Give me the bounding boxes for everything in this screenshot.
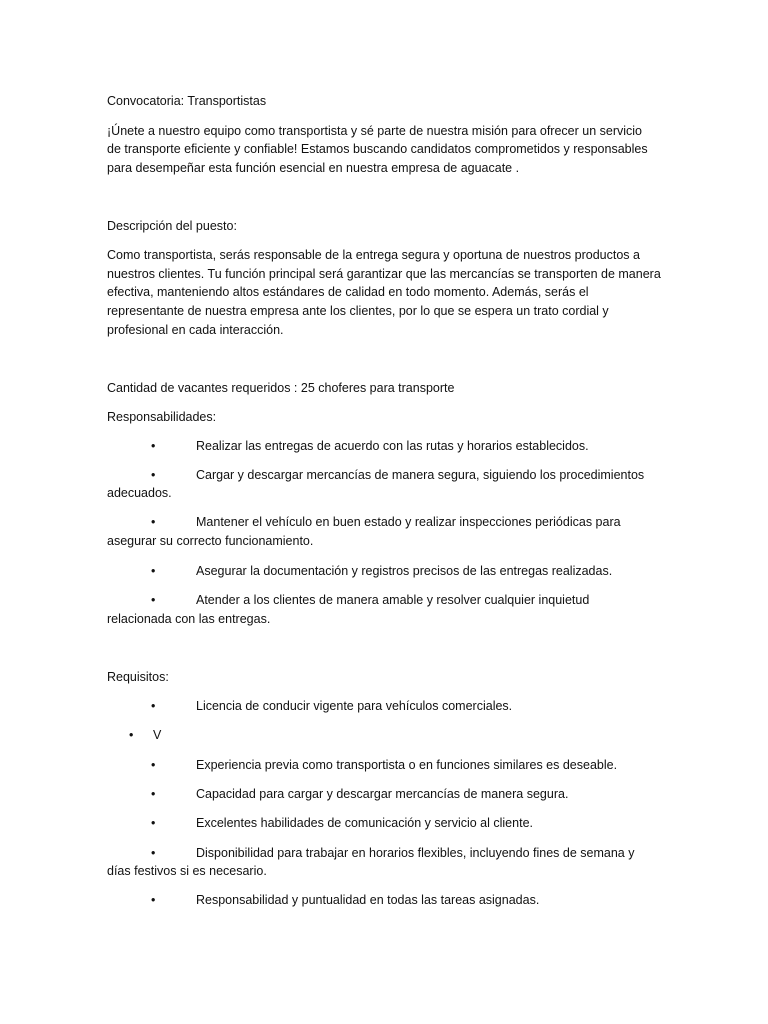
bullet-icon: • <box>151 699 156 713</box>
bullet-icon: • <box>151 893 156 907</box>
list-item-text: Disponibilidad para trabajar en horarios flexibles, incluyendo fines de semana y <box>196 846 635 860</box>
description-line: efectiva, manteniendo altos estándares de calidad en todo momento. Además, serás el <box>107 285 589 299</box>
description-line: nuestros clientes. Tu función principal será garantizar que las mercancías se transporten de manera <box>107 267 661 281</box>
intro-line: para desempeñar esta función esencial en nuestra empresa de aguacate . <box>107 161 520 175</box>
document-title: Convocatoria: Transportistas <box>107 94 267 108</box>
list-item-text: Realizar las entregas de acuerdo con las rutas y horarios establecidos. <box>196 439 589 453</box>
list-item-continuation: asegurar su correcto funcionamiento. <box>107 534 314 548</box>
list-item-continuation: relacionada con las entregas. <box>107 612 271 626</box>
list-item-text: Experiencia previa como transportista o en funciones similares es deseable. <box>196 758 618 772</box>
intro-line: de transporte eficiente y confiable! Estamos buscando candidatos comprometidos y responsables <box>107 142 648 156</box>
description-line: profesional en cada interacción. <box>107 323 284 337</box>
bullet-icon: • <box>151 564 156 578</box>
description-line: representante de nuestra empresa ante los clientes, por lo que se espera un trato cordial y <box>107 304 609 318</box>
list-item-text: Asegurar la documentación y registros precisos de las entregas realizadas. <box>196 564 613 578</box>
description-heading: Descripción del puesto: <box>107 219 237 233</box>
list-item-text: Licencia de conducir vigente para vehículos comerciales. <box>196 699 513 713</box>
list-item-text: Responsabilidad y puntualidad en todas las tareas asignadas. <box>196 893 540 907</box>
bullet-icon: • <box>151 468 156 482</box>
list-item-continuation: adecuados. <box>107 486 172 500</box>
bullet-icon: • <box>151 816 156 830</box>
list-item-continuation: días festivos si es necesario. <box>107 864 267 878</box>
list-item-text: Mantener el vehículo en buen estado y realizar inspecciones periódicas para <box>196 515 621 529</box>
bullet-icon: • <box>151 846 156 860</box>
bullet-icon: • <box>151 439 156 453</box>
requirements-heading: Requisitos: <box>107 670 169 684</box>
description-line: Como transportista, serás responsable de la entrega segura y oportuna de nuestros productos a <box>107 248 640 262</box>
bullet-icon: • <box>151 787 156 801</box>
list-item-text: Cargar y descargar mercancías de manera segura, siguiendo los procedimientos <box>196 468 645 482</box>
list-item-text: V <box>153 728 162 742</box>
bullet-icon: • <box>151 515 156 529</box>
responsibilities-heading: Responsabilidades: <box>107 410 217 424</box>
list-item-text: Excelentes habilidades de comunicación y servicio al cliente. <box>196 816 533 830</box>
list-item-text: Capacidad para cargar y descargar mercancías de manera segura. <box>196 787 569 801</box>
bullet-icon: • <box>151 593 156 607</box>
bullet-icon: • <box>151 758 156 772</box>
intro-line: ¡Únete a nuestro equipo como transportista y sé parte de nuestra misión para ofrecer un servicio <box>107 124 642 138</box>
list-item-text: Atender a los clientes de manera amable y resolver cualquier inquietud <box>196 593 590 607</box>
vacancies-line: Cantidad de vacantes requeridos : 25 choferes para transporte <box>107 381 455 395</box>
bullet-icon: • <box>129 728 134 742</box>
